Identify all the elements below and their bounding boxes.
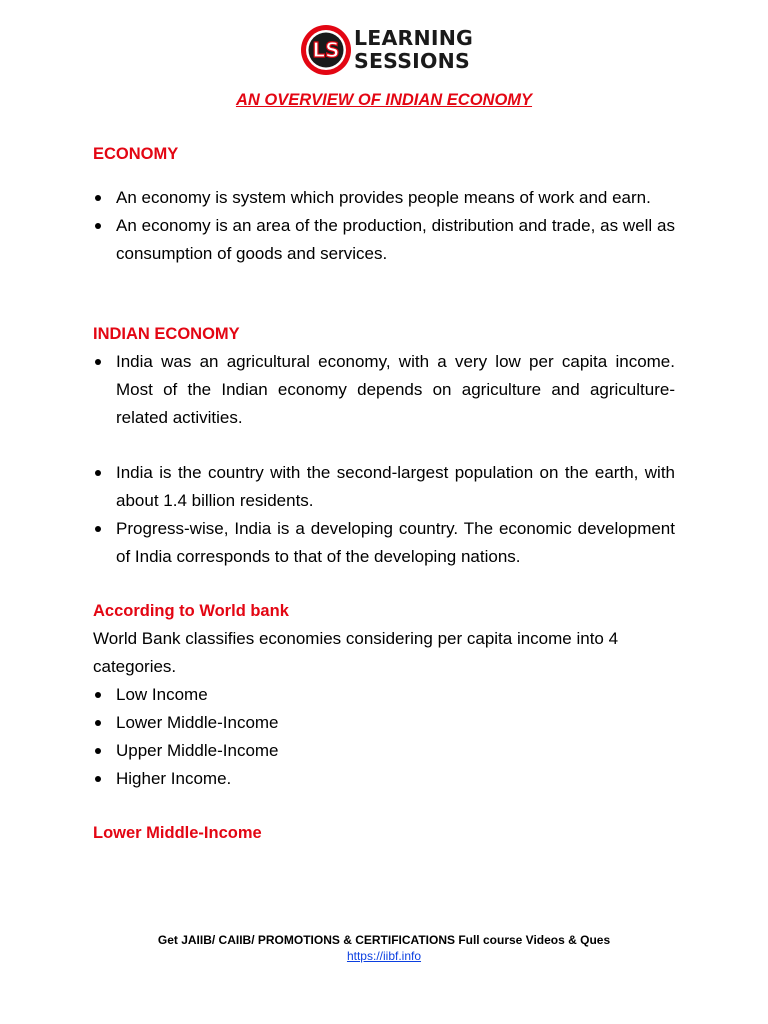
heading-indian-economy: INDIAN ECONOMY <box>93 325 240 343</box>
indian-economy-bullets <box>93 348 675 571</box>
heading-economy: ECONOMY <box>93 145 179 163</box>
list-item: Low Income <box>93 681 675 709</box>
heading-lower-middle-income: Lower Middle-Income <box>93 824 262 842</box>
section-world-bank <box>93 597 675 793</box>
logo-badge-text: LS <box>312 38 340 62</box>
section-lower-middle-income <box>93 819 675 847</box>
page-footer <box>0 932 768 964</box>
list-item: An economy is system which provides people means of work and earn. <box>93 184 675 212</box>
list-item: India is the country with the second-largest population on the earth, with about 1.4 billion residents. <box>93 459 675 515</box>
logo-line-sessions: SESSIONS <box>354 49 470 73</box>
footer-link[interactable]: https://iibf.info <box>346 949 422 963</box>
list-item: An economy is an area of the production, distribution and trade, as well as consumption of goods and services. <box>93 212 675 268</box>
list-item: Upper Middle-Income <box>93 737 675 765</box>
list-item: Higher Income. <box>93 765 675 793</box>
page-title: AN OVERVIEW OF INDIAN ECONOMY <box>235 91 533 109</box>
world-bank-intro: World Bank classifies economies considering per capita income into 4 categories. <box>93 629 619 676</box>
ls-badge-icon <box>300 24 352 76</box>
list-item: India was an agricultural economy, with a very low per capita income. Most of the Indian economy depends on agriculture and agriculture-related activities. <box>93 348 675 432</box>
world-bank-categories <box>93 681 675 793</box>
document-body <box>93 140 675 847</box>
logo-wordmark <box>354 27 473 73</box>
economy-bullets <box>93 184 675 268</box>
heading-world-bank: According to World bank <box>93 602 289 620</box>
list-item: Progress-wise, India is a developing country. The economic development of India corresponds to that of the developing nations. <box>93 515 675 571</box>
list-item: Lower Middle-Income <box>93 709 675 737</box>
logo-line-learning: LEARNING <box>354 26 474 50</box>
section-economy <box>93 140 675 268</box>
section-indian-economy <box>93 320 675 571</box>
footer-promo-text: Get JAIIB/ CAIIB/ PROMOTIONS & CERTIFICATIONS Full course Videos & Ques <box>157 933 611 947</box>
learning-sessions-logo <box>300 24 480 76</box>
